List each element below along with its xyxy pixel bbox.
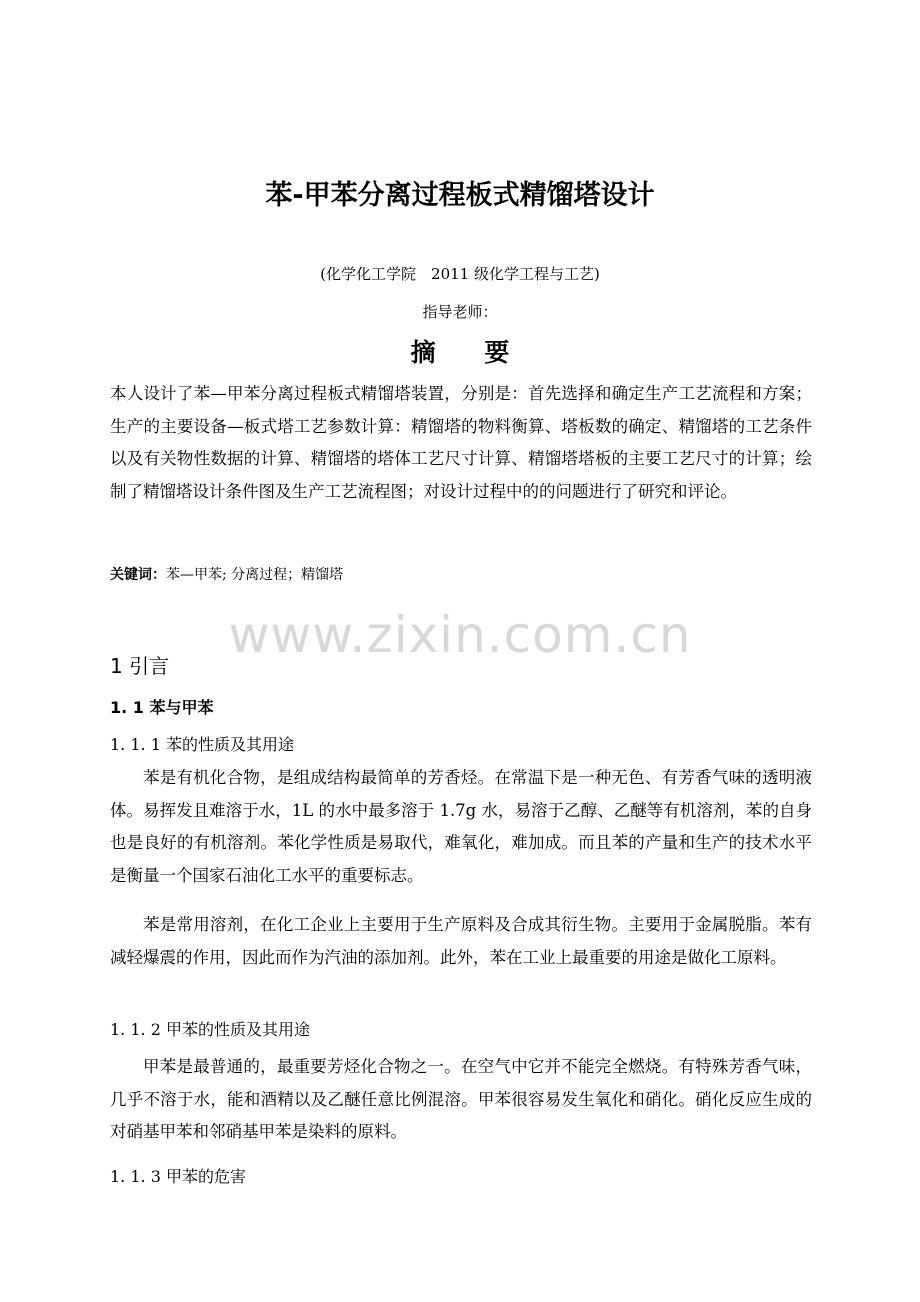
keywords-line	[110, 563, 812, 587]
watermark: www.zixin.com.cn	[228, 606, 692, 664]
author-byline: (化学化工学院 2011 级化学工程与工艺)	[320, 265, 600, 283]
keywords-value: 苯—甲苯; 分离过程；精馏塔	[166, 567, 344, 583]
keywords-label: 关键词：	[110, 567, 166, 583]
document-title: 苯-甲苯分离过程板式精馏塔设计	[265, 180, 655, 211]
section-heading-1: 1 引言	[110, 654, 170, 678]
section-heading-1-1-1: 1. 1. 1 苯的性质及其用途	[110, 735, 294, 754]
paragraph-toluene-properties: 甲苯是最普通的，最重要芳烃化合物之一。在空气中它并不能完全燃烧。有特殊芳香气味，几乎不溶于水，能和酒精以及乙醚任意比例混溶。甲苯很容易发生氧化和硝化。硝化反应生成的对硝基甲苯和邻硝基甲苯是染料的原料。	[110, 1057, 812, 1141]
section-heading-1-1-3: 1. 1. 3 甲苯的危害	[110, 1167, 246, 1186]
abstract-text: 本人设计了苯—甲苯分离过程板式精馏塔装置，分别是：首先选择和确定生产工艺流程和方案；生产的主要设备—板式塔工艺参数计算：精馏塔的物料衡算、塔板数的确定、精馏塔的工艺条件以及有关物性数据的计算、精馏塔的塔体工艺尺寸计算、精馏塔塔板的主要工艺尺寸的计算；绘制了精馏塔设计条件图及生产工艺流程图；对设计过程中的的问题进行了研究和评论。	[110, 384, 812, 501]
paragraph-benzene-uses: 苯是常用溶剂，在化工企业上主要用于生产原料及合成其衍生物。主要用于金属脱脂。苯有减轻爆震的作用，因此而作为汽油的添加剂。此外，苯在工业上最重要的用途是做化工原料。	[110, 915, 812, 967]
abstract-heading: 摘 要	[410, 338, 530, 367]
section-heading-1-1-2: 1. 1. 2 甲苯的性质及其用途	[110, 1020, 310, 1039]
advisor-line: 指导老师：	[422, 303, 498, 321]
section-heading-1-1: 1. 1 苯与甲苯	[110, 698, 214, 717]
paragraph-benzene-properties: 苯是有机化合物，是组成结构最简单的芳香烃。在常温下是一种无色、有芳香气味的透明液体。易挥发且难溶于水，1L 的水中最多溶于 1.7g 水，易溶于乙醇、乙醚等有机溶剂，苯的自身也是良好的有机溶剂。苯化学性质是易取代，难氧化，难加成。而且苯的产量和生产的技术水平是衡量一个国家石油化工水平的重要标志。	[110, 768, 812, 885]
